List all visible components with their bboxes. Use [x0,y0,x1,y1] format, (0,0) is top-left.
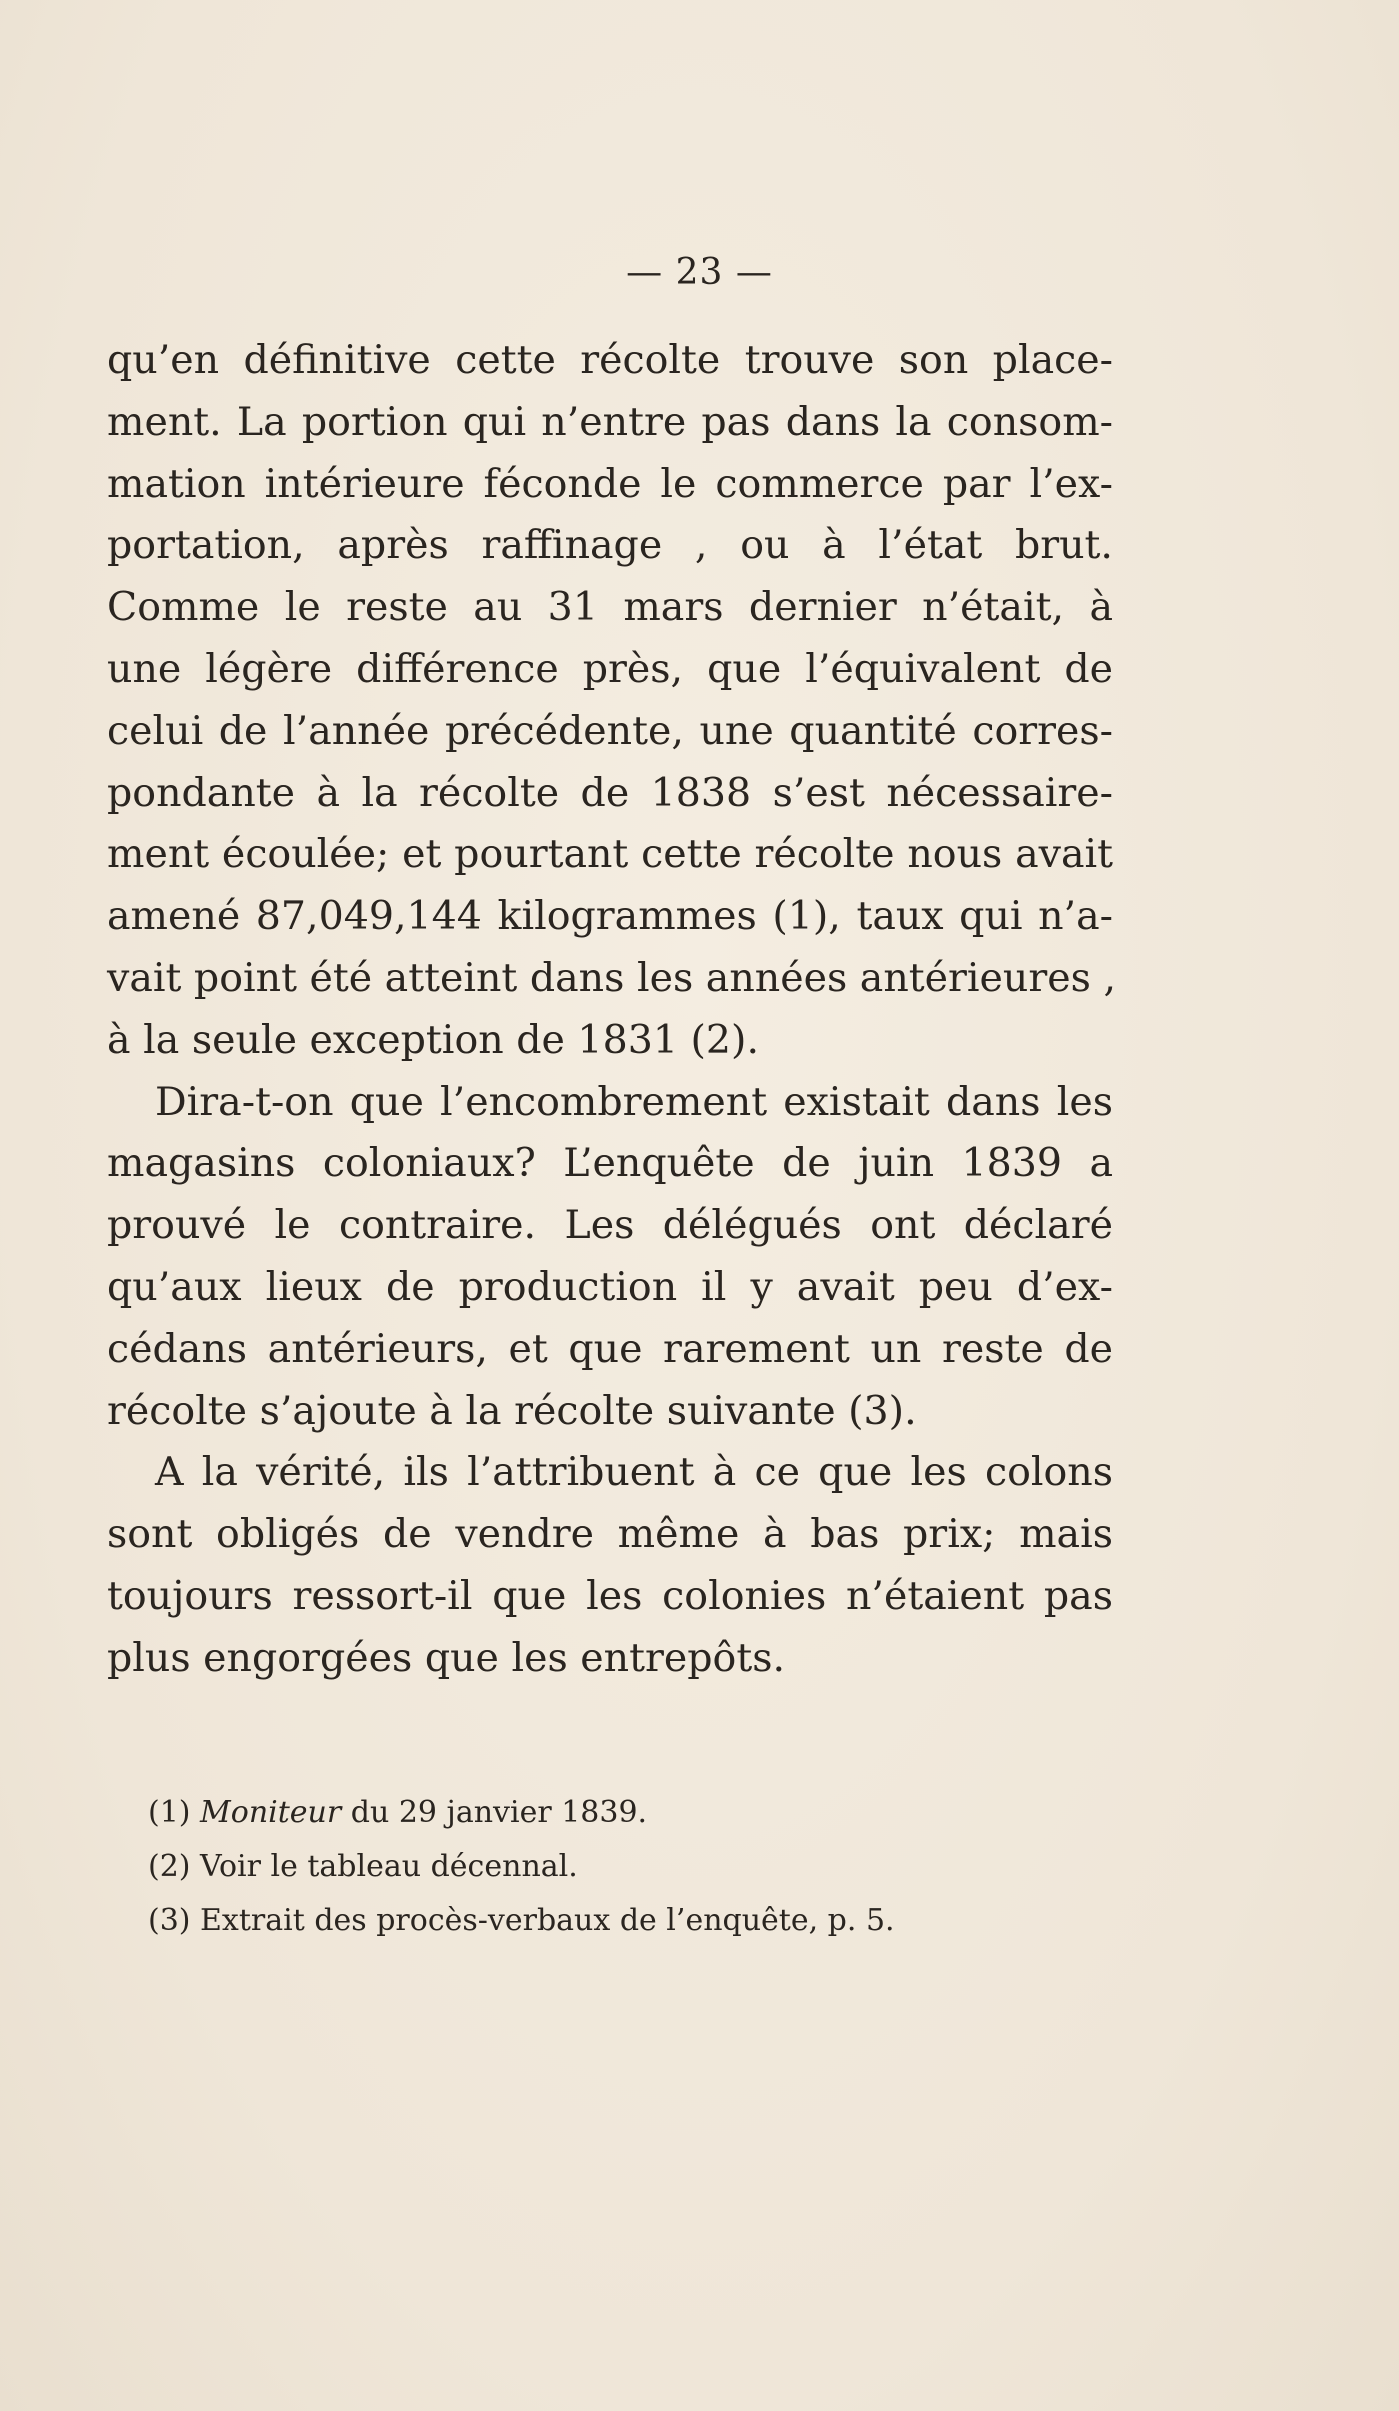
footnote-italic-source: Moniteur [200,1795,342,1830]
footnote-marker: (2) [148,1849,191,1884]
footnote [148,1840,895,1894]
body-line: pondante à la récolte de 1838 s’est nécessaire- [107,769,1113,816]
body-line: toujours ressort-il que les colonies n’étaient pas [107,1572,1113,1619]
body-line: qu’en définitive cette récolte trouve son place- [107,337,1113,383]
body-text [107,330,1117,1690]
body-line: portation, après raffinage , ou à l’état brut. [107,522,1113,569]
footnote-marker: (3) [148,1903,191,1938]
body-line: ment. La portion qui n’entre pas dans la consom- [107,398,1113,445]
page-number: — 23 — [626,252,773,293]
body-line: Dira-t-on que l’encombrement existait dans les [155,1078,1113,1125]
body-line: à la seule exception de 1831 (2). [107,1016,760,1063]
body-line: prouvé le contraire. Les délégués ont déclaré [107,1202,1113,1249]
footnote [148,1786,895,1840]
body-line: celui de l’année précédente, une quantité corres- [107,707,1113,754]
body-line: vait point été atteint dans les années antérieures , [107,954,1117,1001]
body-line: ment écoulée; et pourtant cette récolte nous avait [107,831,1113,878]
footnote [148,1894,895,1948]
footnote-marker: (1) [148,1795,191,1830]
body-line: plus engorgées que les entrepôts. [107,1634,786,1681]
body-line: sont obligés de vendre même à bas prix; mais [107,1511,1113,1558]
body-line: A la vérité, ils l’attribuent à ce que les colons [155,1449,1113,1496]
footnote-text: du 29 janvier 1839. [341,1795,648,1830]
body-line: qu’aux lieux de production il y avait peu d’ex- [107,1263,1113,1310]
body-line: une légère différence près, que l’équivalent de [107,645,1113,692]
body-line: amené 87,049,144 kilogrammes (1), taux qui n’a- [107,893,1113,940]
body-line: mation intérieure féconde le commerce par l’ex- [107,460,1113,507]
footnote-text: Extrait des procès-verbaux de l’enquête, p. 5. [190,1903,895,1938]
body-line: récolte s’ajoute à la récolte suivante (3). [107,1387,917,1434]
body-line: Comme le reste au 31 mars dernier n’était, à [107,584,1113,631]
footnote-text: Voir le tableau décennal. [190,1849,578,1884]
footnotes [148,1786,895,1948]
body-line: magasins coloniaux? L’enquête de juin 1839 a [107,1140,1113,1187]
body-line: cédans antérieurs, et que rarement un reste de [107,1325,1113,1372]
